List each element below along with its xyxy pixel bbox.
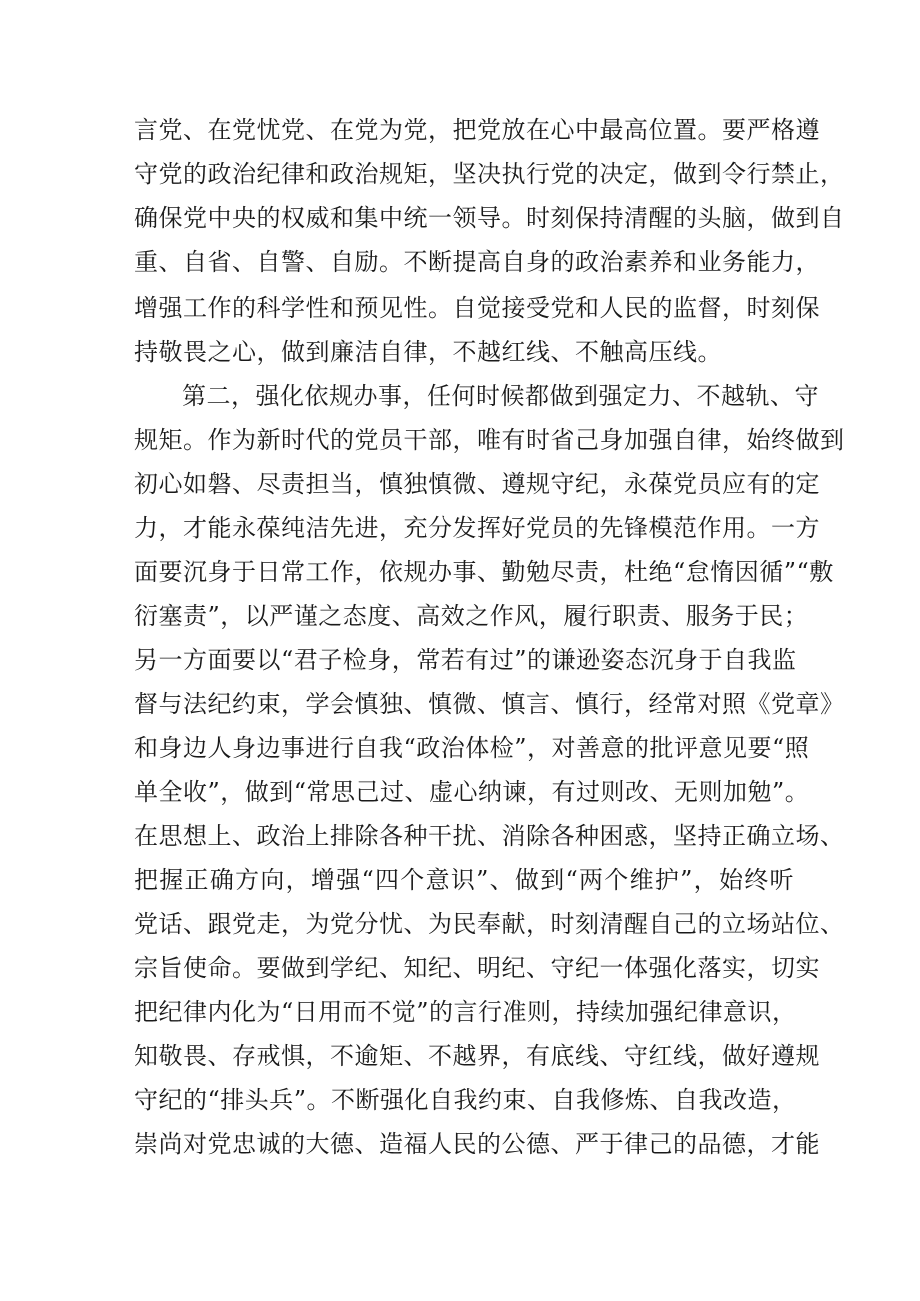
text-line: 初心如磐、尽责担当，慎独慎微、遵规守纪，永葆党员应有的定 (134, 470, 820, 498)
text-line: 言党、在党忧党、在党为党，把党放在心中最高位置。要严格遵 (134, 116, 820, 144)
paragraph-first-line: 第二，强化依规办事，任何时候都做到强定力、不越轨、守 (182, 382, 819, 410)
text-line: 督与法纪约束，学会慎独、慎微、慎言、慎行，经常对照《党章》 (134, 690, 845, 718)
text-line: 增强工作的科学性和预见性。自觉接受党和人民的监督，时刻保 (134, 294, 820, 322)
text-line: 知敬畏、存戒惧，不逾矩、不越界，有底线、守红线，做好遵规 (134, 1042, 820, 1070)
text-line: 守纪的“排头兵”。不断强化自我约束、自我修炼、自我改造， (134, 1086, 797, 1114)
text-line: 把纪律内化为“日用而不觉”的言行准则，持续加强纪律意识， (134, 998, 797, 1026)
text-line: 把握正确方向，增强“四个意识”、做到“两个维护”，始终听 (134, 866, 794, 894)
text-line: 单全收”，做到“常思己过、虚心纳谏，有过则改、无则加勉”。 (134, 778, 810, 806)
text-line: 另一方面要以“君子检身，常若有过”的谦逊姿态沉身于自我监 (134, 646, 797, 674)
text-line: 崇尚对党忠诚的大德、造福人民的公德、严于律己的品德，才能 (134, 1130, 820, 1158)
text-line: 衍塞责”，以严谨之态度、高效之作风，履行职责、服务于民； (134, 602, 809, 630)
text-line: 规矩。作为新时代的党员干部，唯有时省己身加强自律，始终做到 (134, 426, 845, 454)
text-line: 力，才能永葆纯洁先进，充分发挥好党员的先锋模范作用。一方 (134, 514, 820, 542)
text-line: 宗旨使命。要做到学纪、知纪、明纪、守纪一体强化落实，切实 (134, 954, 820, 982)
text-line: 重、自省、自警、自励。不断提高自身的政治素养和业务能力， (134, 248, 820, 276)
text-line: 在思想上、政治上排除各种干扰、消除各种困惑，坚持正确立场、 (134, 822, 845, 850)
text-line: 和身边人身边事进行自我“政治体检”，对善意的批评意见要“照 (134, 734, 810, 762)
text-line: 守党的政治纪律和政治规矩，坚决执行党的决定，做到令行禁止， (134, 160, 845, 188)
text-line: 确保党中央的权威和集中统一领导。时刻保持清醒的头脑，做到自 (134, 204, 845, 232)
text-line: 党话、跟党走，为党分忧、为民奉献，时刻清醒自己的立场站位、 (134, 910, 845, 938)
text-line: 持敬畏之心，做到廉洁自律，不越红线、不触高压线。 (134, 338, 722, 366)
text-line: 面要沉身于日常工作，依规办事、勤勉尽责，杜绝“怠惰因循”“敷 (134, 558, 834, 586)
